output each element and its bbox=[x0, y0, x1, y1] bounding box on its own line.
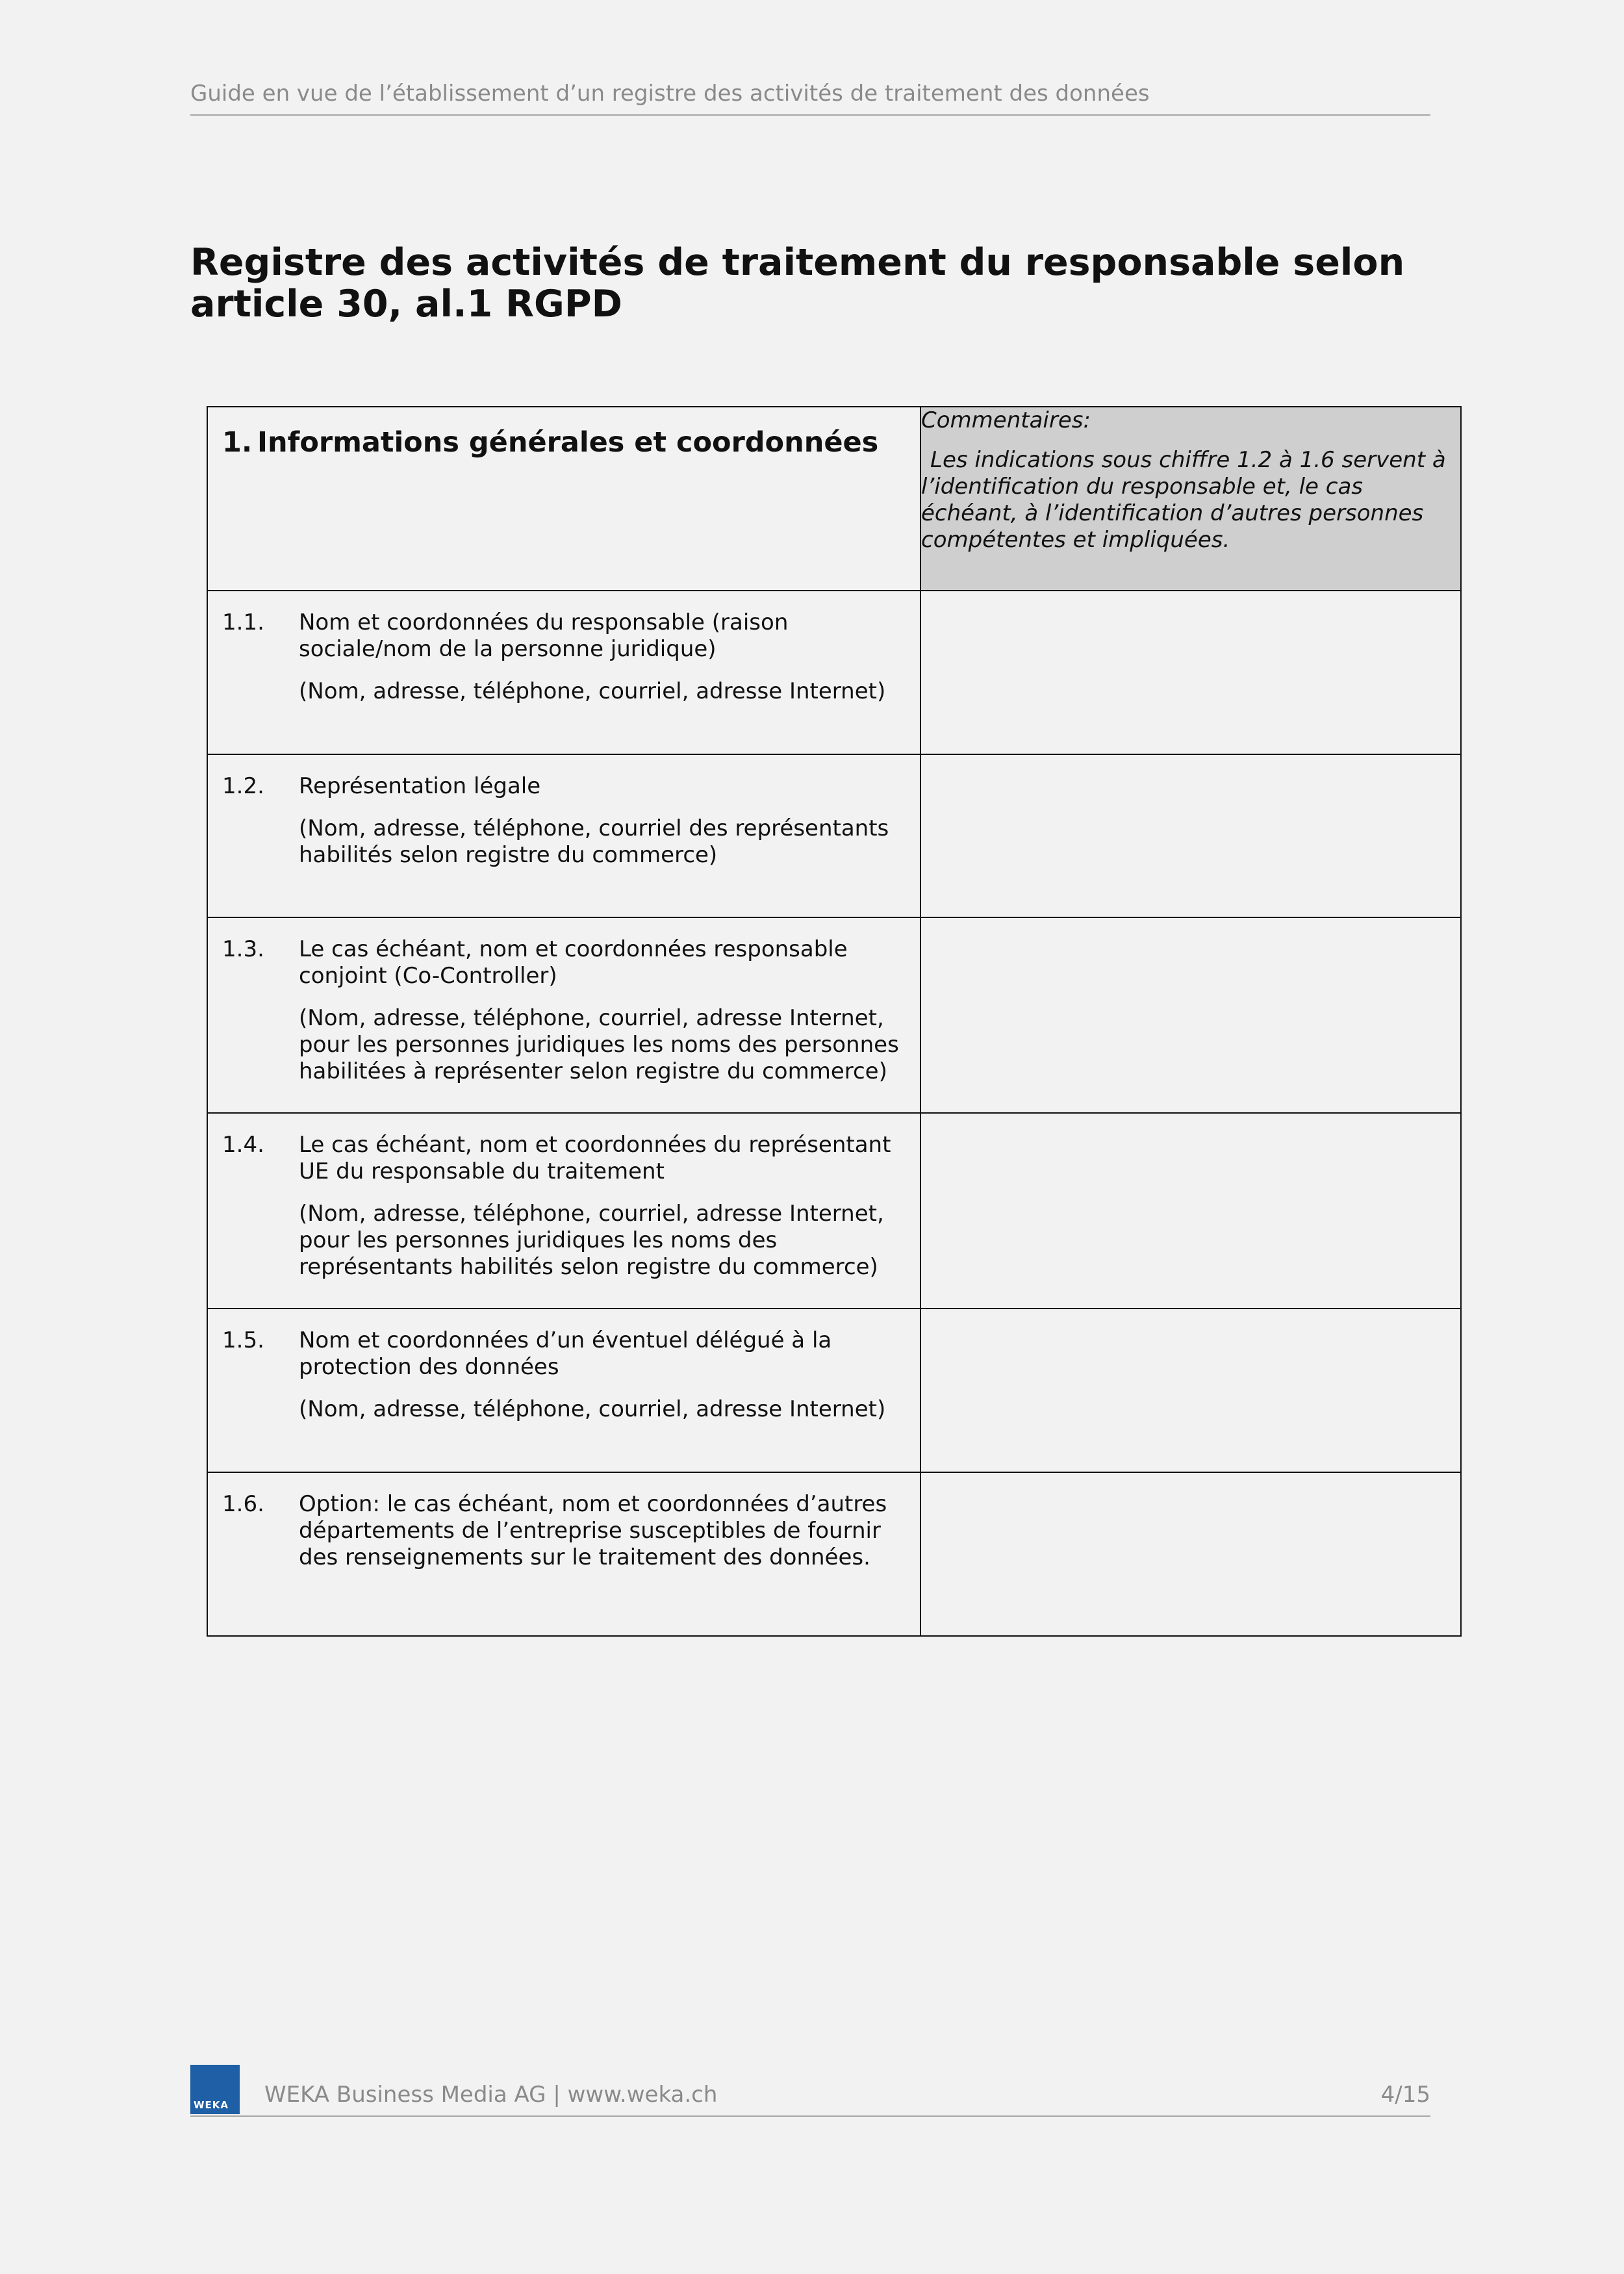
row-number: 1.5. bbox=[222, 1327, 264, 1353]
row-label-cell bbox=[207, 1472, 920, 1636]
running-header: Guide en vue de l’établissement d’un registre des activités de traitement des données bbox=[190, 79, 1430, 116]
row-subtext: (Nom, adresse, téléphone, courriel, adresse Internet, pour les personnes juridiques les noms des représentants habilités selon registre du commerce) bbox=[299, 1201, 884, 1280]
page-title: Registre des activités de traitement du responsable selon article 30, al.1 RGPD bbox=[190, 241, 1405, 326]
row-entry-cell[interactable] bbox=[920, 1309, 1461, 1472]
row-entry-cell[interactable] bbox=[920, 591, 1461, 754]
row-entry-cell[interactable] bbox=[920, 1113, 1461, 1309]
row-text: Option: le cas échéant, nom et coordonnées d’autres départements de l’entreprise susceptibles de fournir des renseignements sur le traitement des données. bbox=[299, 1491, 887, 1570]
row-text: Le cas échéant, nom et coordonnées responsable conjoint (Co-Controller) bbox=[299, 936, 848, 989]
row-label-cell bbox=[207, 1113, 920, 1309]
row-entry-cell[interactable] bbox=[920, 1472, 1461, 1636]
row-number: 1.2. bbox=[222, 773, 264, 799]
row-number: 1.6. bbox=[222, 1491, 264, 1517]
section-number: 1. bbox=[222, 426, 253, 459]
table-row bbox=[207, 917, 1461, 1113]
section-heading: Informations générales et coordonnées bbox=[257, 426, 879, 459]
row-label-cell bbox=[207, 754, 920, 917]
table-row bbox=[207, 1309, 1461, 1472]
page-footer bbox=[190, 2065, 1430, 2117]
comment-text: Les indications sous chiffre 1.2 à 1.6 servent à l’identification du responsable et, le cas échéant, à l’identification d’autres personnes compétentes et impliquées. bbox=[921, 447, 1446, 553]
row-text: Nom et coordonnées d’un éventuel délégué à la protection des données bbox=[299, 1327, 832, 1380]
row-entry-cell[interactable] bbox=[920, 917, 1461, 1113]
row-text: Représentation légale bbox=[299, 773, 541, 799]
register-table bbox=[207, 406, 1462, 1637]
row-label-cell bbox=[207, 591, 920, 754]
logo-text: WEKA bbox=[194, 2099, 229, 2111]
footer-publisher: WEKA Business Media AG | www.weka.ch bbox=[264, 2082, 718, 2108]
weka-logo bbox=[190, 2065, 240, 2114]
row-subtext: (Nom, adresse, téléphone, courriel, adresse Internet) bbox=[299, 678, 886, 704]
row-number: 1.3. bbox=[222, 936, 264, 962]
row-subtext: (Nom, adresse, téléphone, courriel, adresse Internet, pour les personnes juridiques les noms des personnes habilitées à représenter selon registre du commerce) bbox=[299, 1005, 899, 1084]
table-header-row bbox=[207, 407, 1461, 591]
row-text: Le cas échéant, nom et coordonnées du représentant UE du responsable du traitement bbox=[299, 1132, 891, 1184]
row-subtext: (Nom, adresse, téléphone, courriel des représentants habilités selon registre du commerce) bbox=[299, 815, 889, 868]
comment-cell bbox=[920, 407, 1461, 591]
page-number: 4/15 bbox=[1380, 2082, 1430, 2108]
row-number: 1.4. bbox=[222, 1132, 264, 1158]
row-label-cell bbox=[207, 1309, 920, 1472]
row-label-cell bbox=[207, 917, 920, 1113]
row-entry-cell[interactable] bbox=[920, 754, 1461, 917]
table-row bbox=[207, 1113, 1461, 1309]
comment-label: Commentaires: bbox=[921, 407, 1091, 433]
row-number: 1.1. bbox=[222, 609, 264, 635]
section-heading-cell bbox=[207, 407, 920, 591]
row-text: Nom et coordonnées du responsable (raison sociale/nom de la personne juridique) bbox=[299, 609, 789, 662]
table-row bbox=[207, 591, 1461, 754]
table-row bbox=[207, 754, 1461, 917]
row-subtext: (Nom, adresse, téléphone, courriel, adresse Internet) bbox=[299, 1396, 886, 1422]
table-row bbox=[207, 1472, 1461, 1636]
